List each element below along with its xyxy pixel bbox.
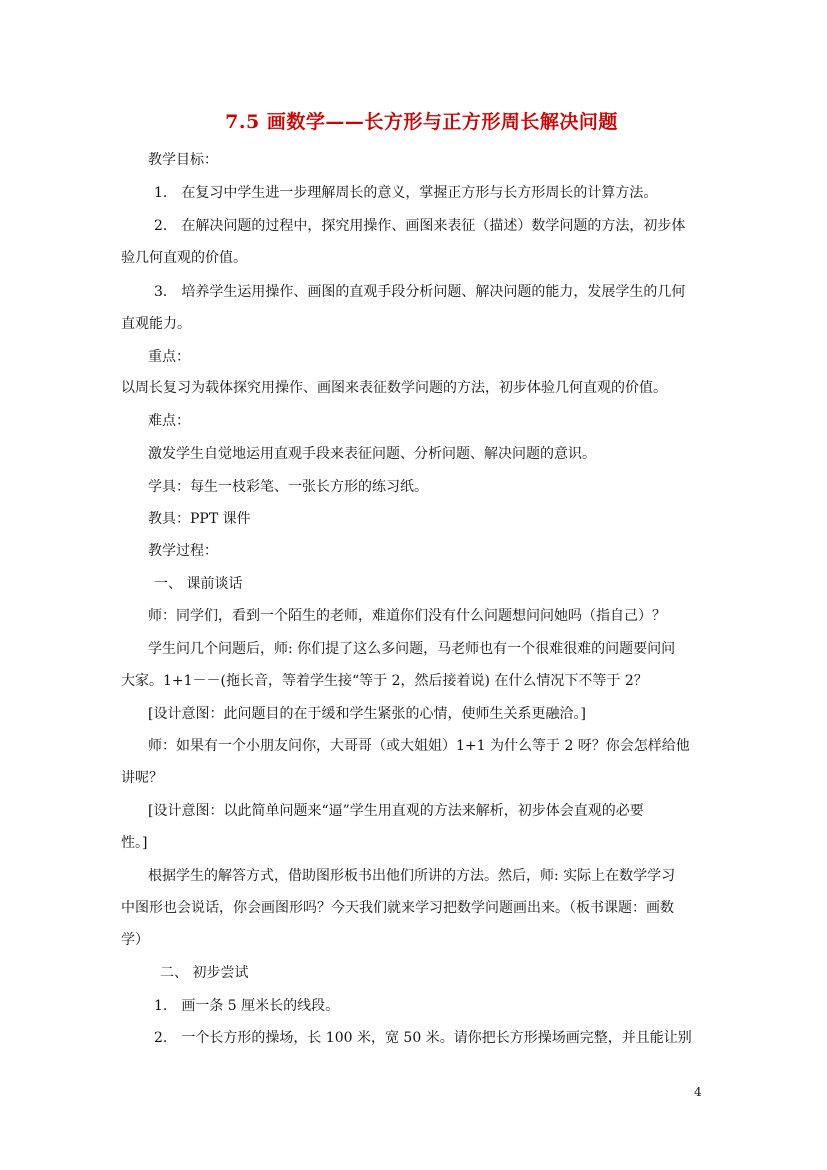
- paragraph-line: 大家。1+1－－(拖长音，等着学生接“等于 2，然后接着说) 在什么情况下不等于 2？: [121, 673, 648, 689]
- paragraph-line: 讲呢？: [121, 770, 163, 786]
- paragraph-line: [设计意图：以此简单问题来“逼”学生用直观的方法来解析，初步体会直观的必要: [148, 803, 644, 819]
- paragraph-line: 3． 培养学生运用操作、画图的直观手段分析问题、解决问题的能力，发展学生的几何: [154, 284, 686, 300]
- paragraph-line: 难点：: [148, 413, 190, 429]
- section-heading: 二、 初步尝试: [160, 965, 249, 981]
- paragraph-line: 以周长复习为载体探究用操作、画图来表征数学问题的方法，初步体验几何直观的价值。: [121, 380, 667, 396]
- paragraph-line: 学）: [121, 932, 149, 948]
- paragraph-line: 中图形也会说话，你会画图形吗？今天我们就来学习把数学问题画出来。（板书课题：画数: [121, 900, 674, 916]
- page-title: 7.5 画数学——长方形与正方形周长解决问题: [225, 111, 618, 133]
- paragraph-line: 教具：PPT 课件: [148, 511, 251, 527]
- paragraph-line: 师：如果有一个小朋友问你，大哥哥（或大姐姐）1+1 为什么等于 2 呀？你会怎样给他: [148, 738, 690, 754]
- section-heading: 一、 课前谈话: [154, 576, 243, 592]
- paragraph-line: 学生问几个问题后，师: 你们提了这么多问题，马老师也有一个很难很难的问题要问问: [148, 641, 676, 657]
- paragraph-line: 1． 在复习中学生进一步理解周长的意义，掌握正方形与长方形周长的计算方法。: [154, 185, 658, 201]
- page-number: 4: [694, 1085, 702, 1099]
- paragraph-line: 验几何直观的价值。: [121, 250, 247, 266]
- paragraph-line: 性。]: [121, 835, 148, 851]
- paragraph-line: [设计意图：此问题目的在于缓和学生紧张的心情，使师生关系更融洽。]: [148, 706, 586, 722]
- list-item: 2． 一个长方形的操场，长 100 米，宽 50 米。请你把长方形操场画完整，并且能让别: [154, 1030, 692, 1046]
- paragraph-line: 教学过程：: [148, 543, 218, 559]
- paragraph-line: 重点：: [148, 349, 190, 365]
- paragraph-line: 教学目标：: [148, 152, 218, 168]
- paragraph-line: 直观能力。: [121, 316, 191, 332]
- paragraph-line: 学具：每生一枝彩笔、一张长方形的练习纸。: [148, 479, 428, 495]
- paragraph-line: 激发学生自觉地运用直观手段来表征问题、分析问题、解决问题的意识。: [148, 446, 596, 462]
- list-item: 1． 画一条 5 厘米长的线段。: [154, 998, 340, 1014]
- paragraph-line: 2． 在解决问题的过程中，探究用操作、画图来表征（描述）数学问题的方法，初步体: [154, 218, 686, 234]
- paragraph-line: 师：同学们，看到一个陌生的老师，难道你们没有什么问题想问问她吗（指自己）？: [148, 608, 666, 624]
- paragraph-line: 根据学生的解答方式，借助图形板书出他们所讲的方法。然后，师: 实际上在数学学习: [148, 868, 676, 884]
